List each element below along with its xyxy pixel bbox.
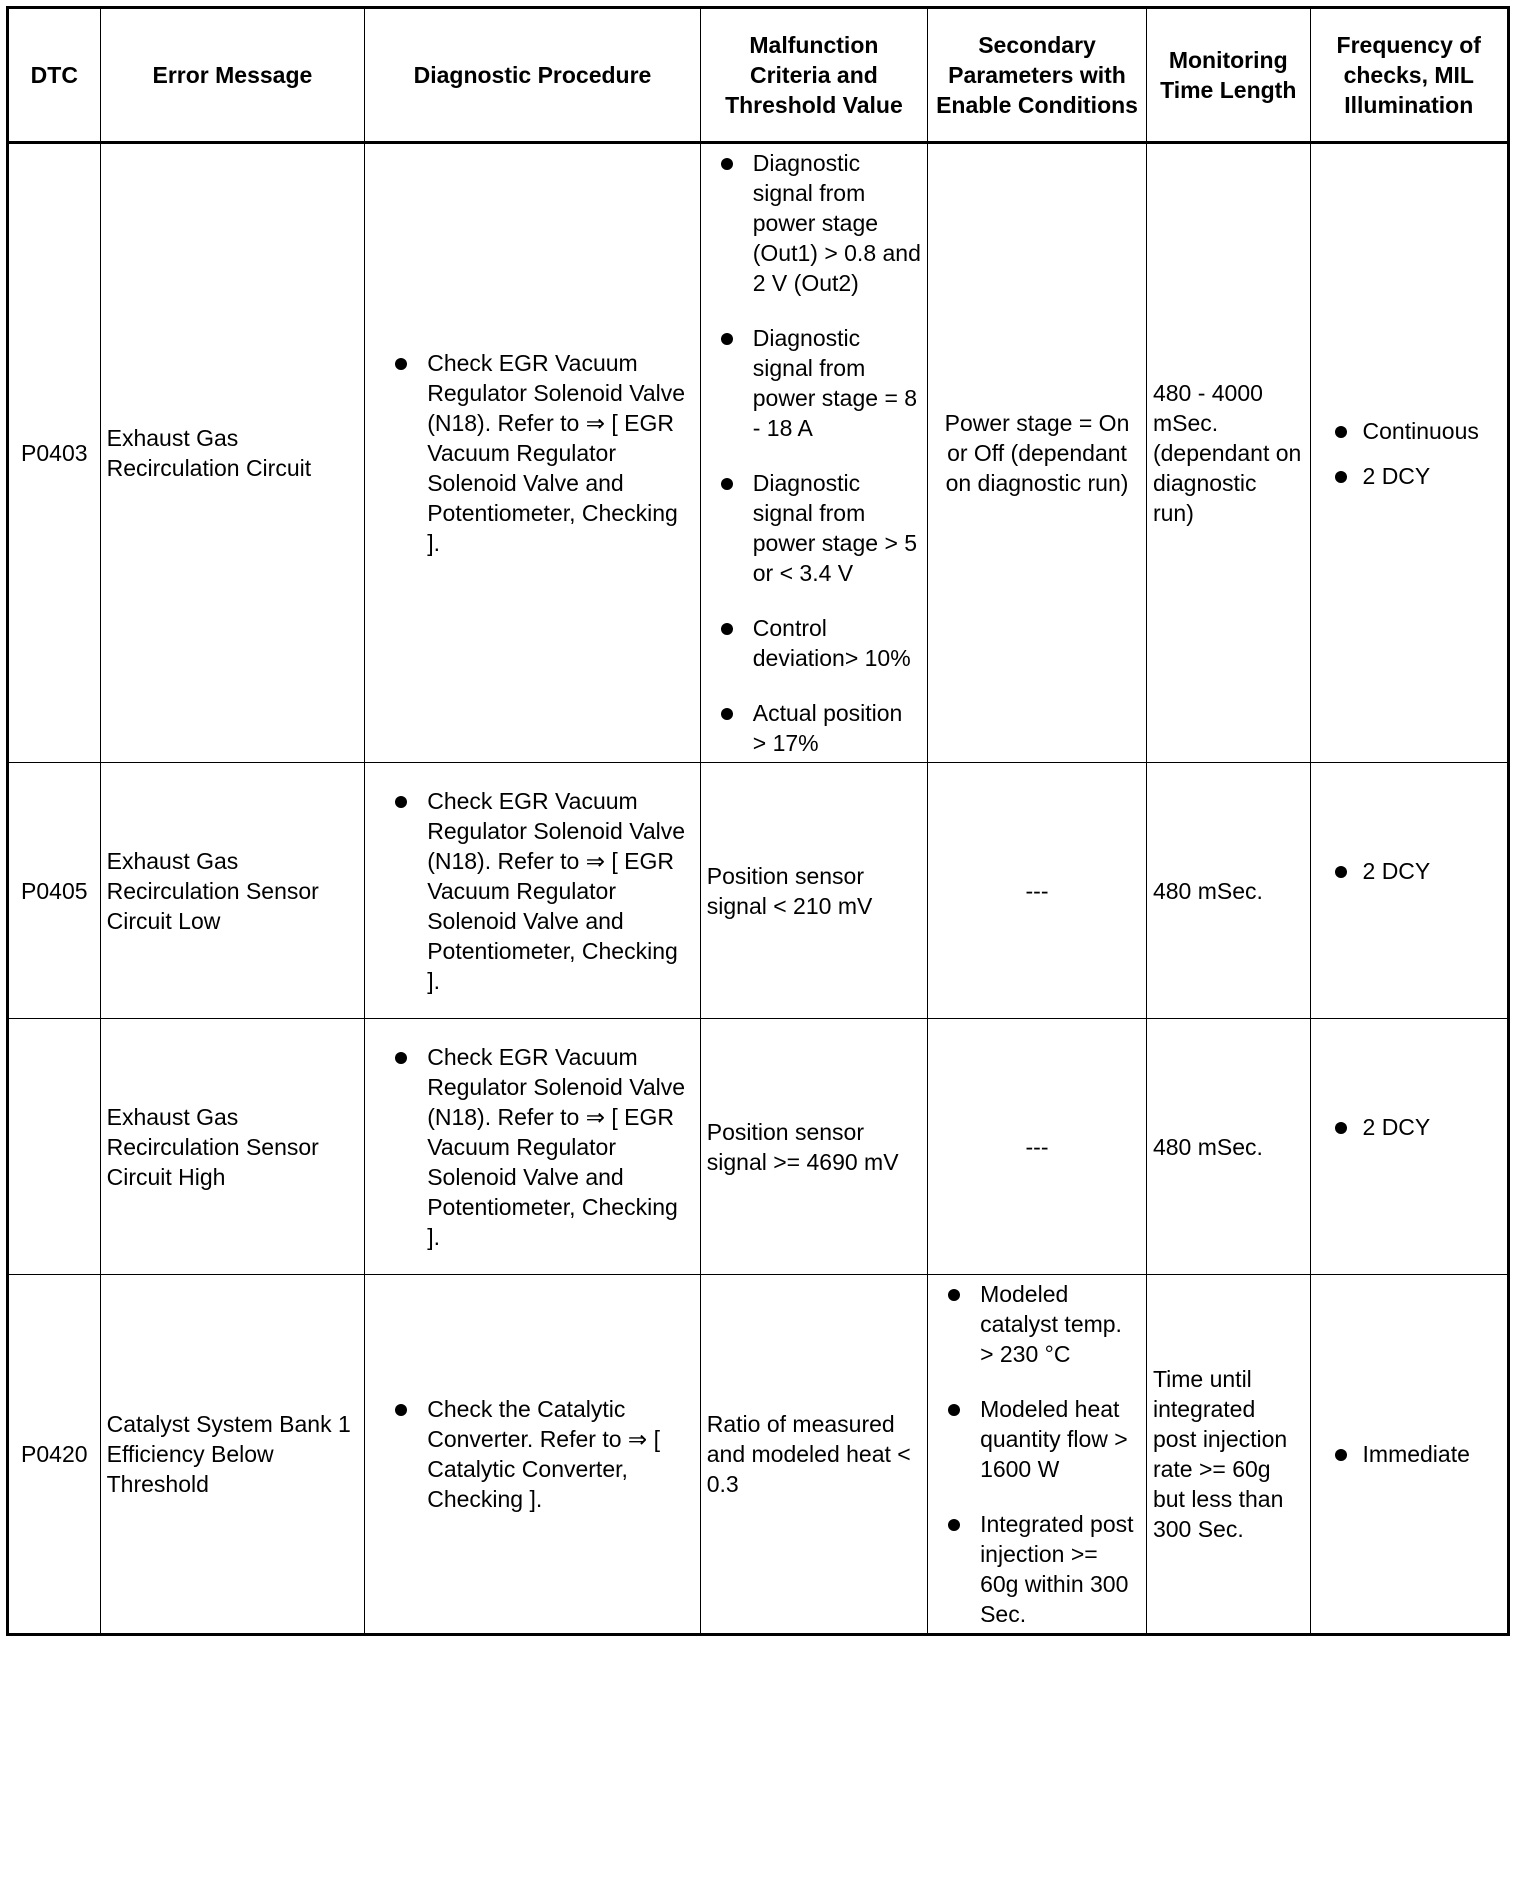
frequency: [1310, 763, 1508, 1019]
procedure-list: [371, 348, 694, 558]
list-item: Actual position > 17%: [707, 698, 921, 758]
list-item: Check EGR Vacuum Regulator Solenoid Valve (N18). Refer to ⇒ [ EGR Vacuum Regulator Solenoid Valve and Potentiometer, Checking ].: [371, 786, 694, 996]
header-malfunction-criteria: Malfunction Criteria and Threshold Value: [700, 8, 927, 143]
secondary-parameters: ---: [928, 763, 1147, 1019]
malfunction-criteria: Ratio of measured and modeled heat < 0.3: [700, 1275, 927, 1635]
list-item: 2 DCY: [1317, 1112, 1501, 1142]
header-dtc: DTC: [8, 8, 101, 143]
list-item: Diagnostic signal from power stage (Out1) > 0.8 and 2 V (Out2): [707, 148, 921, 298]
monitoring-time: 480 mSec.: [1146, 763, 1310, 1019]
dtc-code: P0420: [8, 1275, 101, 1635]
procedure-list: [371, 786, 694, 996]
error-message: Exhaust Gas Recirculation Circuit: [100, 143, 365, 763]
diagnostic-procedure: [365, 763, 701, 1019]
procedure-list: [371, 1042, 694, 1252]
malfunction-criteria: Position sensor signal >= 4690 mV: [700, 1019, 927, 1275]
table-row: [8, 1019, 1509, 1275]
header-diagnostic-procedure: Diagnostic Procedure: [365, 8, 701, 143]
diagnostic-procedure: [365, 1275, 701, 1635]
error-message: Catalyst System Bank 1 Efficiency Below Threshold: [100, 1275, 365, 1635]
frequency: [1310, 1275, 1508, 1635]
frequency: [1310, 1019, 1508, 1275]
frequency-list: [1317, 416, 1501, 491]
header-secondary-parameters: Secondary Parameters with Enable Conditions: [928, 8, 1147, 143]
list-item: Diagnostic signal from power stage = 8 - 18 A: [707, 323, 921, 443]
frequency-list: [1317, 1112, 1501, 1142]
dtc-code: P0405: [8, 763, 101, 1019]
header-error-message: Error Message: [100, 8, 365, 143]
monitoring-time: 480 mSec.: [1146, 1019, 1310, 1275]
dtc-code: [8, 1019, 101, 1275]
list-item: Check EGR Vacuum Regulator Solenoid Valve (N18). Refer to ⇒ [ EGR Vacuum Regulator Solenoid Valve and Potentiometer, Checking ].: [371, 1042, 694, 1252]
table-row: [8, 143, 1509, 763]
list-item: Immediate: [1317, 1439, 1501, 1469]
list-item: 2 DCY: [1317, 856, 1501, 886]
header-row: [8, 8, 1509, 143]
list-item: 2 DCY: [1317, 461, 1501, 491]
error-message: Exhaust Gas Recirculation Sensor Circuit Low: [100, 763, 365, 1019]
secondary-parameters: [928, 1275, 1147, 1635]
secondary-list: [934, 1279, 1140, 1629]
dtc-table: [6, 6, 1510, 1636]
diagnostic-procedure: [365, 143, 701, 763]
list-item: Check the Catalytic Converter. Refer to ⇒ [ Catalytic Converter, Checking ].: [371, 1394, 694, 1514]
criteria-list: [707, 148, 921, 758]
header-monitoring-time: Monitoring Time Length: [1146, 8, 1310, 143]
list-item: Modeled heat quantity flow > 1600 W: [934, 1394, 1140, 1484]
secondary-parameters: Power stage = On or Off (dependant on diagnostic run): [928, 143, 1147, 763]
list-item: Control deviation> 10%: [707, 613, 921, 673]
malfunction-criteria: [700, 143, 927, 763]
secondary-parameters: ---: [928, 1019, 1147, 1275]
list-item: Continuous: [1317, 416, 1501, 446]
diagnostic-procedure: [365, 1019, 701, 1275]
table-row: [8, 763, 1509, 1019]
frequency-list: [1317, 1439, 1501, 1469]
monitoring-time: Time until integrated post injection rate >= 60g but less than 300 Sec.: [1146, 1275, 1310, 1635]
list-item: Check EGR Vacuum Regulator Solenoid Valve (N18). Refer to ⇒ [ EGR Vacuum Regulator Solenoid Valve and Potentiometer, Checking ].: [371, 348, 694, 558]
list-item: Diagnostic signal from power stage > 5 or < 3.4 V: [707, 468, 921, 588]
error-message: Exhaust Gas Recirculation Sensor Circuit High: [100, 1019, 365, 1275]
frequency-list: [1317, 856, 1501, 886]
list-item: Integrated post injection >= 60g within 300 Sec.: [934, 1509, 1140, 1629]
procedure-list: [371, 1394, 694, 1514]
list-item: Modeled catalyst temp. > 230 °C: [934, 1279, 1140, 1369]
header-frequency: Frequency of checks, MIL Illumination: [1310, 8, 1508, 143]
dtc-code: P0403: [8, 143, 101, 763]
frequency: [1310, 143, 1508, 763]
table-row: [8, 1275, 1509, 1635]
monitoring-time: 480 - 4000 mSec. (dependant on diagnostic run): [1146, 143, 1310, 763]
malfunction-criteria: Position sensor signal < 210 mV: [700, 763, 927, 1019]
